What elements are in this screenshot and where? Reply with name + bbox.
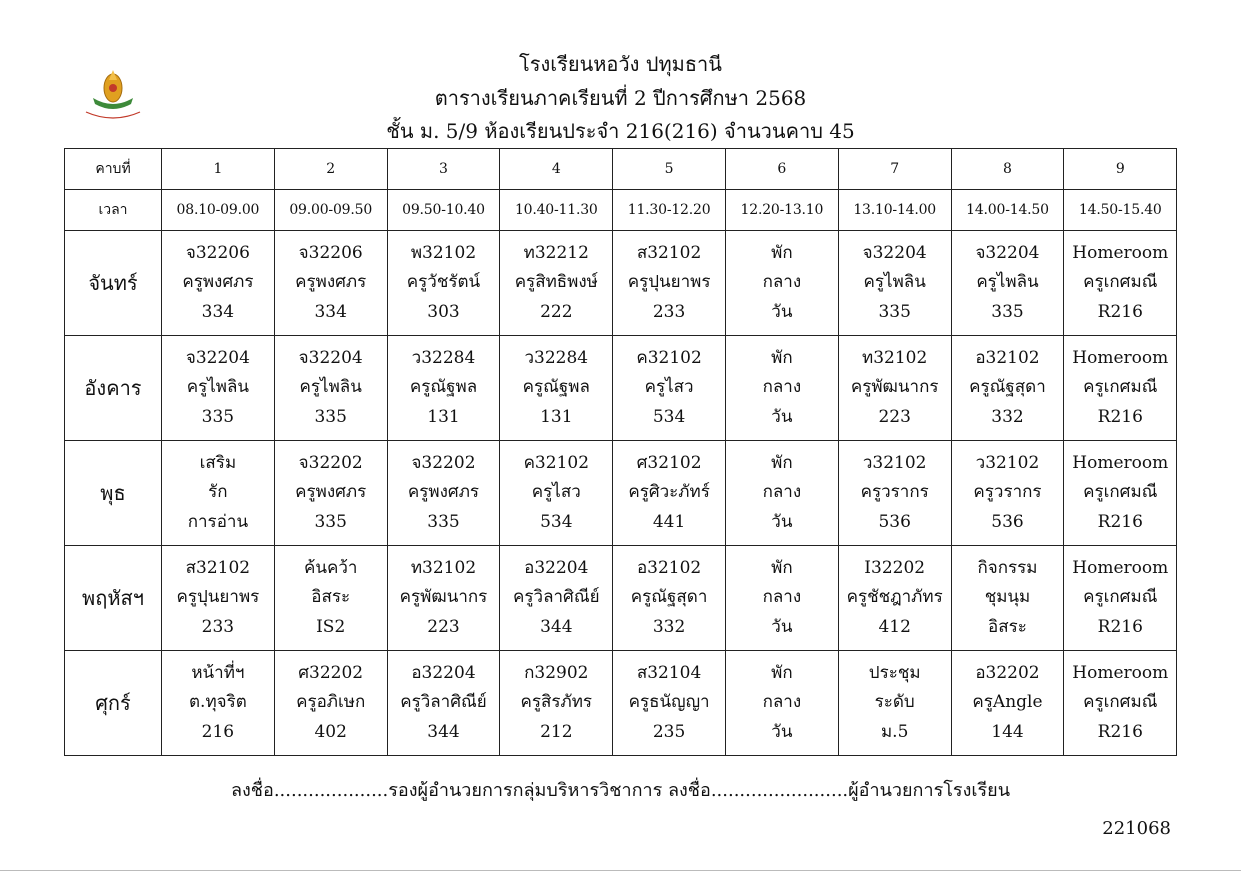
- room-number: วัน: [771, 301, 793, 322]
- subject-code: จ32206: [298, 242, 363, 263]
- period-number: 4: [500, 149, 613, 190]
- teacher-name: ครูวิลาศิณีย์: [513, 587, 600, 608]
- schedule-cell: [1064, 546, 1177, 651]
- room-number: ม.5: [880, 721, 909, 742]
- document-code: 221068: [1102, 818, 1171, 839]
- day-name: พุธ: [65, 441, 162, 546]
- teacher-name: กลาง: [762, 272, 802, 293]
- subject-code: จ32202: [298, 452, 363, 473]
- day-name: จันทร์: [65, 231, 162, 336]
- subject-code: จ32206: [185, 242, 250, 263]
- room-number: 534: [652, 406, 686, 427]
- teacher-name: ครูปุนยาพร: [176, 587, 260, 608]
- subject-code: ประชุม: [868, 662, 921, 683]
- teacher-name: ครูพงศภร: [295, 272, 367, 293]
- schedule-cell: [725, 336, 838, 441]
- day-row: [65, 336, 1177, 441]
- room-number: 332: [652, 616, 686, 637]
- teacher-name: ระดับ: [874, 692, 915, 713]
- subject-code: จ32204: [298, 347, 363, 368]
- teacher-name: ครูพงศภร: [295, 482, 367, 503]
- subject-code: ส32102: [636, 242, 702, 263]
- day-row: [65, 651, 1177, 756]
- subject-code: พัก: [771, 557, 793, 578]
- room-number: วัน: [771, 616, 793, 637]
- room-number: วัน: [771, 406, 793, 427]
- schedule-cell: [613, 336, 726, 441]
- teacher-name: ครูณัฐสุดา: [630, 587, 708, 608]
- subject-code: ส32104: [636, 662, 702, 683]
- schedule-cell: [274, 546, 387, 651]
- schedule-cell: [162, 546, 275, 651]
- teacher-name: ครูธนัญญา: [628, 692, 710, 713]
- period-time: 14.50-15.40: [1064, 190, 1177, 231]
- teacher-name: ครูชัชฎาภัทร: [846, 587, 943, 608]
- schedule-cell: [838, 336, 951, 441]
- teacher-name: ครูณัฐพล: [522, 377, 590, 398]
- teacher-name: ครูเกศมณี: [1083, 482, 1158, 503]
- teacher-name: ครูณัฐสุดา: [969, 377, 1046, 398]
- teacher-name: ครูAngle: [972, 692, 1043, 713]
- subject-code: หน้าที่ฯ: [191, 662, 245, 683]
- schedule-cell: [162, 336, 275, 441]
- subject-code: ว32284: [524, 347, 589, 368]
- schedule-cell: [838, 546, 951, 651]
- period-number: 9: [1064, 149, 1177, 190]
- teacher-name: ครูศิวะภัทร์: [628, 482, 710, 503]
- period-number: 1: [162, 149, 275, 190]
- subject-code: Homeroom: [1072, 557, 1169, 578]
- teacher-name: ครูไพลิน: [976, 272, 1039, 293]
- period-label: คาบที่: [65, 149, 162, 190]
- period-number: 3: [387, 149, 500, 190]
- room-number: 332: [991, 406, 1024, 427]
- room-number: 334: [314, 301, 347, 322]
- subject-code: ค32102: [523, 452, 590, 473]
- room-number: IS2: [316, 616, 346, 637]
- schedule-cell: [1064, 651, 1177, 756]
- subject-code: เสริม: [199, 452, 237, 473]
- teacher-name: ครูวรากร: [860, 482, 929, 503]
- schedule-cell: [838, 231, 951, 336]
- schedule-cell: [838, 441, 951, 546]
- schedule-cell: [500, 441, 613, 546]
- schedule-cell: [500, 651, 613, 756]
- room-number: 334: [201, 301, 235, 322]
- teacher-name: ครูไสว: [644, 377, 694, 398]
- period-time: 11.30-12.20: [613, 190, 726, 231]
- room-number: 233: [201, 616, 235, 637]
- schedule-cell: [1064, 336, 1177, 441]
- period-number: 6: [725, 149, 838, 190]
- teacher-name: ครูไพลิน: [186, 377, 250, 398]
- subject-code: ท32212: [523, 242, 589, 263]
- schedule-cell: [387, 336, 500, 441]
- teacher-name: ครูวิลาศิณีย์: [400, 692, 487, 713]
- subject-code: ท32102: [862, 347, 928, 368]
- period-time: 08.10-09.00: [162, 190, 275, 231]
- time-label: เวลา: [65, 190, 162, 231]
- subject-code: พัก: [771, 452, 793, 473]
- room-number: 131: [427, 406, 460, 427]
- schedule-cell: [162, 651, 275, 756]
- period-number: 2: [274, 149, 387, 190]
- teacher-name: ครูปุนยาพร: [627, 272, 711, 293]
- subject-code: อ32102: [975, 347, 1040, 368]
- day-name: อังคาร: [65, 336, 162, 441]
- room-number: R216: [1097, 721, 1143, 742]
- room-number: 335: [314, 406, 347, 427]
- teacher-name: ครูเกศมณี: [1083, 377, 1158, 398]
- schedule-cell: [951, 546, 1064, 651]
- room-number: 335: [878, 301, 911, 322]
- teacher-name: รัก: [208, 482, 228, 503]
- teacher-name: ครูไพลิน: [299, 377, 362, 398]
- teacher-name: ต.ทุจริต: [189, 692, 247, 713]
- subject-code: จ32204: [185, 347, 250, 368]
- teacher-name: ครูสิรภัทร: [520, 692, 593, 713]
- teacher-name: อิสระ: [311, 587, 351, 608]
- school-name: โรงเรียนหอวัง ปทุมธานี: [519, 52, 722, 76]
- time-row: [65, 190, 1177, 231]
- teacher-name: ครูไสว: [531, 482, 581, 503]
- period-time: 13.10-14.00: [838, 190, 951, 231]
- schedule-cell: [725, 651, 838, 756]
- subject-code: จ32204: [862, 242, 927, 263]
- class-info: ชั้น ม. 5/9 ห้องเรียนประจำ 216(216) จำนวนคาบ 45: [386, 119, 855, 143]
- schedule-cell: [613, 546, 726, 651]
- subject-code: ค้นคว้า: [303, 557, 358, 578]
- room-number: 131: [540, 406, 573, 427]
- room-number: 216: [201, 721, 235, 742]
- subject-code: อ32204: [411, 662, 476, 683]
- subject-code: อ32102: [636, 557, 702, 578]
- room-number: 222: [540, 301, 573, 322]
- day-row: [65, 546, 1177, 651]
- subject-code: จ32202: [411, 452, 476, 473]
- period-row: [65, 149, 1177, 190]
- schedule-cell: [725, 546, 838, 651]
- day-row: [65, 441, 1177, 546]
- schedule-cell: [951, 336, 1064, 441]
- subject-code: พ32102: [410, 242, 477, 263]
- schedule-cell: [387, 441, 500, 546]
- teacher-name: ครูณัฐพล: [409, 377, 478, 398]
- subject-code: Homeroom: [1072, 347, 1169, 368]
- period-time: 14.00-14.50: [951, 190, 1064, 231]
- schedule-cell: [500, 336, 613, 441]
- schedule-cell: [500, 231, 613, 336]
- period-number: 8: [951, 149, 1064, 190]
- schedule-cell: [951, 651, 1064, 756]
- teacher-name: ครูวัชรัตน์: [406, 272, 481, 293]
- subject-code: พัก: [771, 242, 793, 263]
- teacher-name: ครูพงศภร: [407, 482, 480, 503]
- teacher-name: ครูวรากร: [973, 482, 1042, 503]
- day-row: [65, 231, 1177, 336]
- subject-code: ส32102: [185, 557, 251, 578]
- teacher-name: กลาง: [762, 587, 802, 608]
- teacher-name: ครูไพลิน: [863, 272, 926, 293]
- room-number: 344: [540, 616, 573, 637]
- teacher-name: ครูพัฒนากร: [850, 377, 939, 398]
- room-number: 402: [314, 721, 347, 742]
- room-number: 335: [314, 511, 347, 532]
- schedule-cell: [951, 441, 1064, 546]
- signature-line: ลงชื่อ....................รองผู้อำนวยการกลุ่มบริหารวิชาการ ลงชื่อ........................ผู้อำนวยการโรงเรียน: [230, 780, 1011, 801]
- subject-code: ว32102: [975, 452, 1040, 473]
- room-number: การอ่าน: [187, 511, 249, 532]
- subject-code: Homeroom: [1072, 662, 1169, 683]
- teacher-name: ชุมนุม: [984, 587, 1031, 608]
- schedule-cell: [387, 546, 500, 651]
- subject-code: อ32202: [975, 662, 1040, 683]
- schedule-cell: [725, 231, 838, 336]
- period-time: 09.00-09.50: [274, 190, 387, 231]
- schedule-cell: [613, 651, 726, 756]
- subject-code: I32202: [864, 557, 926, 578]
- schedule-cell: [613, 441, 726, 546]
- subject-code: ท32102: [410, 557, 477, 578]
- room-number: 441: [652, 511, 686, 532]
- schedule-cell: [162, 231, 275, 336]
- room-number: R216: [1097, 511, 1143, 532]
- period-number: 7: [838, 149, 951, 190]
- teacher-name: ครูอภิเษก: [296, 692, 366, 713]
- room-number: 534: [540, 511, 573, 532]
- schedule-cell: [1064, 441, 1177, 546]
- subject-code: จ32204: [975, 242, 1040, 263]
- schedule-cell: [1064, 231, 1177, 336]
- teacher-name: ครูพงศภร: [182, 272, 254, 293]
- subject-code: ว32102: [862, 452, 927, 473]
- term-title: ตารางเรียนภาคเรียนที่ 2 ปีการศึกษา 2568: [434, 86, 807, 110]
- room-number: 144: [991, 721, 1024, 742]
- subject-code: ว32284: [411, 347, 476, 368]
- page-bottom-divider: [0, 870, 1241, 871]
- subject-code: ค32102: [636, 347, 702, 368]
- subject-code: ศ32102: [636, 452, 702, 473]
- room-number: 223: [427, 616, 460, 637]
- day-name: ศุกร์: [65, 651, 162, 756]
- schedule-cell: [387, 651, 500, 756]
- teacher-name: กลาง: [762, 692, 802, 713]
- schedule-cell: [725, 441, 838, 546]
- period-time: 10.40-11.30: [500, 190, 613, 231]
- teacher-name: กลาง: [762, 377, 802, 398]
- schedule-cell: [838, 651, 951, 756]
- room-number: อิสระ: [988, 616, 1027, 637]
- schedule-cell: [162, 441, 275, 546]
- schedule-cell: [274, 651, 387, 756]
- period-time: 12.20-13.10: [725, 190, 838, 231]
- room-number: 335: [201, 406, 235, 427]
- teacher-name: ครูเกศมณี: [1083, 272, 1158, 293]
- room-number: 235: [652, 721, 686, 742]
- subject-code: พัก: [771, 662, 793, 683]
- schedule-cell: [274, 441, 387, 546]
- schedule-cell: [387, 231, 500, 336]
- subject-code: กิจกรรม: [977, 557, 1038, 578]
- room-number: วัน: [771, 721, 793, 742]
- room-number: วัน: [771, 511, 793, 532]
- teacher-name: ครูพัฒนากร: [399, 587, 488, 608]
- room-number: 412: [878, 616, 911, 637]
- teacher-name: ครูเกศมณี: [1083, 692, 1158, 713]
- schedule-cell: [274, 231, 387, 336]
- subject-code: พัก: [771, 347, 793, 368]
- period-number: 5: [613, 149, 726, 190]
- room-number: 335: [427, 511, 460, 532]
- room-number: 303: [427, 301, 460, 322]
- schedule-cell: [274, 336, 387, 441]
- subject-code: ศ32202: [298, 662, 364, 683]
- subject-code: ก32902: [524, 662, 589, 683]
- room-number: 536: [991, 511, 1024, 532]
- teacher-name: ครูสิทธิพงษ์: [514, 272, 598, 293]
- room-number: R216: [1097, 616, 1143, 637]
- room-number: 344: [427, 721, 460, 742]
- room-number: 223: [878, 406, 911, 427]
- room-number: 233: [652, 301, 686, 322]
- teacher-name: กลาง: [762, 482, 802, 503]
- day-name: พฤหัสฯ: [65, 546, 162, 651]
- schedule-cell: [951, 231, 1064, 336]
- room-number: 212: [540, 721, 573, 742]
- room-number: 335: [991, 301, 1024, 322]
- teacher-name: ครูเกศมณี: [1083, 587, 1158, 608]
- subject-code: Homeroom: [1072, 452, 1169, 473]
- room-number: R216: [1097, 406, 1143, 427]
- schedule-cell: [613, 231, 726, 336]
- room-number: 536: [878, 511, 911, 532]
- subject-code: อ32204: [524, 557, 589, 578]
- schedule-table: [64, 148, 1177, 756]
- schedule-cell: [500, 546, 613, 651]
- room-number: R216: [1097, 301, 1143, 322]
- period-time: 09.50-10.40: [387, 190, 500, 231]
- subject-code: Homeroom: [1072, 242, 1169, 263]
